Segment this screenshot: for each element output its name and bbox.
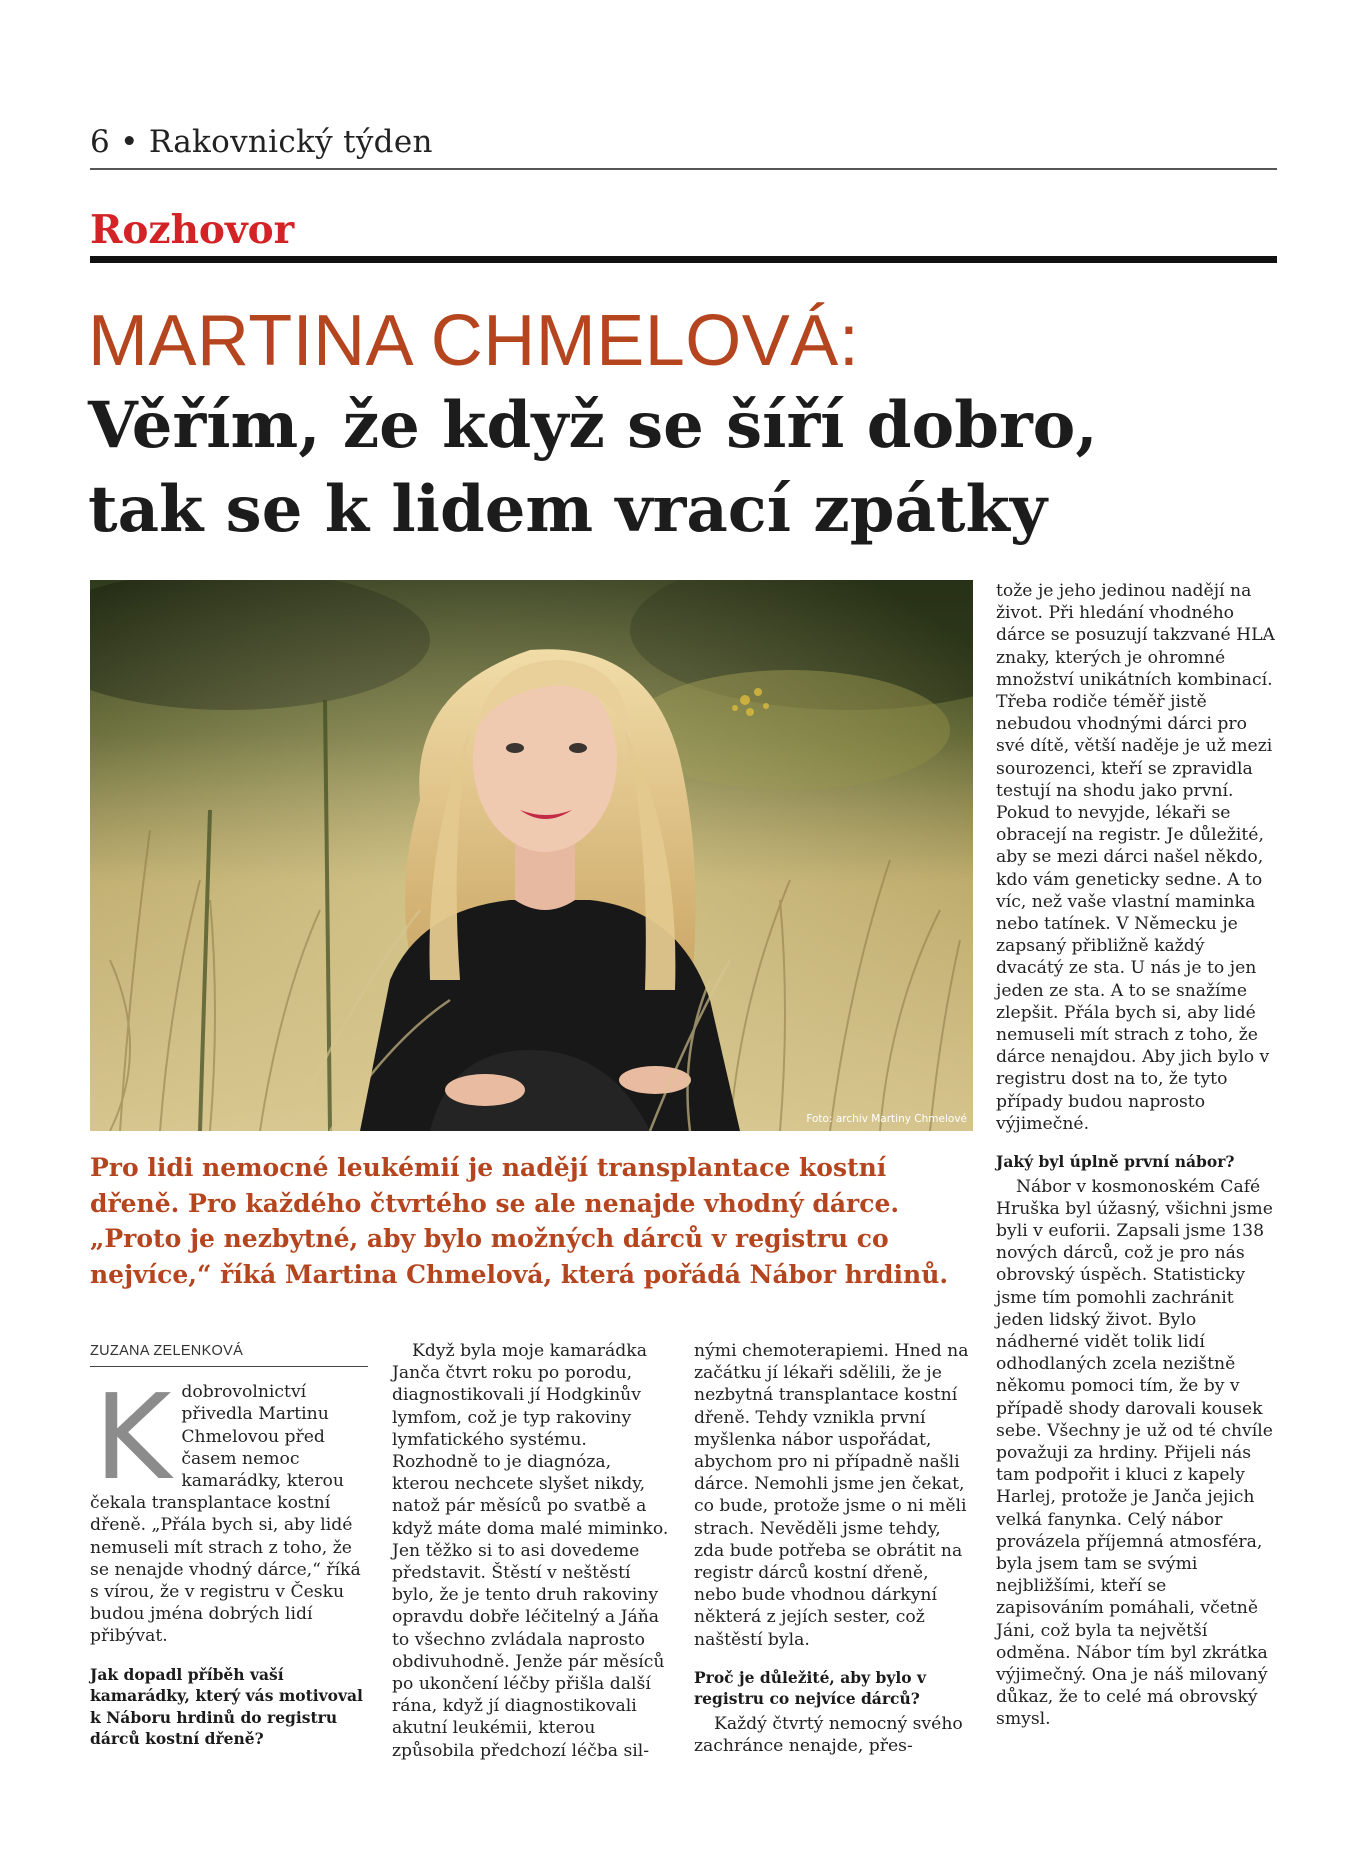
headline-line-2: tak se k lidem vrací zpátky (88, 472, 1047, 547)
headline-kicker: MARTINA CHMELOVÁ: (88, 301, 860, 381)
intro-text: dobrovolnictví přivedla Martinu Chmelovou před časem nemoc kamarádky, kterou čekala transplantace kostní dřeně. „Přála bych si, aby lidé nemuseli mít strach z toho, že se nenajde vhodný dárce,“ říká s vírou, že v registru v Česku budou jména dobrých lidí přibývat. (90, 1382, 361, 1647)
portrait-illustration (90, 580, 973, 1131)
header-rule (90, 168, 1277, 170)
answer-3: Nábor v kosmonoském Café Hruška byl úžasný, všichni jsme byli v euforii. Zapsali jsme 138 nových dárců, což je pro nás obrovský úspěch. Statisticky jsme tím pomohli zachránit jeden lidský život. Bylo nádherné vidět tolik lidí odhodlaných zcela nezištně někomu pomoci tím, že by v případě shody darovali kousek sebe. Všechny je už od té chvíle považuji za hrdiny. Přijeli nás tam podpořit i kluci z kapely Harlej, protože je Janča jejich velká fanynka. Celý nábor provázela příjemná atmosféra, byla jsem tam se svými nejbližšími, kteří se zapisováním pomáhali, včetně Jáni, což byla ta největší odměna. Nábor tím byl zkrátka výjimečný. Ona je náš milovaný důkaz, že to celé má obrovský smysl. (996, 1176, 1273, 1730)
lead-paragraph: Pro lidi nemocné leukémií je nadějí transplantace kostní dřeně. Pro každého čtvrtého se ale nenajde vhodný dárce. „Proto je nezbytné, aby bylo možných dárců v registru co nejvíce,“ říká Martina Chmelová, která pořádá Nábor hrdinů. (90, 1153, 949, 1289)
column-2 (392, 1340, 670, 1762)
column-1 (90, 1340, 368, 1753)
running-head: 6 • Rakovnický týden (90, 124, 433, 160)
answer-2-part-1: Každý čtvrtý nemocný svého zachránce nenajde, přes- (694, 1713, 963, 1757)
section-label: Rozhovor (90, 207, 295, 253)
column-3 (694, 1340, 972, 1757)
intro-paragraph (90, 1368, 368, 1647)
portrait-photo (90, 580, 973, 1131)
answer-2-part-2: tože je jeho jedinou nadějí na život. Při hledání vhodného dárce se posuzují takzvané HLA znaky, kterých je ohromné množství unikátních kombinací. Třeba rodiče téměř jistě nebudou vhodnými dárci pro své dítě, větší naděje je už mezi sourozenci, kteří se zpravidla testují na shodu jako první. Pokud to nevyjde, lékaři se obracejí na registr. Je důležité, aby se mezi dárci našel někdo, kdo vám geneticky sedne. A to víc, než vaše vlastní maminka nebo tatínek. V Německu je zapsaný přibližně každý dvacátý ze sta. U nás je to jen jeden ze sta. A to se snažíme zlepšit. Přála bych si, aby lidé nemuseli mít strach z toho, že dárce nenajdou. Aby jich bylo v registru dost na to, že tyto případy budou naprosto výjimečné. (996, 581, 1275, 1134)
question-2: Proč je důležité, aby bylo v registru co nejvíce dárců? (694, 1667, 926, 1709)
drop-cap: K (94, 1368, 172, 1507)
byline: ZUZANA ZELENKOVÁ (90, 1340, 368, 1367)
answer-1-part-1: Když byla moje kamarádka Janča čtvrt roku po porodu, diagnostikovali jí Hodgkinův lymfom, což je typ rakoviny lymfatického systému. Rozhodně to je diagnóza, kterou nechcete slyšet nikdy, natož pár měsíců po svatbě a když máte doma malé miminko. Jen těžko si to asi dovedeme představit. Štěstí v neštěstí bylo, že je tento druh rakoviny opravdu dobře léčitelný a Jáňa to všechno zvládala naprosto obdivuhodně. Jenže pár měsíců po ukončení léčby přišla další rána, když jí diagnostikovali akutní leukémii, kterou způsobila předchozí léčba sil- (392, 1341, 669, 1761)
section-rule (90, 256, 1277, 263)
photo-credit: Foto: archiv Martiny Chmelové (806, 1113, 967, 1125)
headline (88, 384, 1288, 552)
headline-line-1: Věřím, že když se šíří dobro, (88, 388, 1098, 463)
question-1: Jak dopadl příběh vaší kamarádky, který vás motivoval k Náboru hrdinů do registru dárců kostní dřeně? (90, 1664, 363, 1749)
question-3: Jaký byl úplně první nábor? (996, 1152, 1235, 1172)
answer-1-part-2: nými chemoterapiemi. Hned na začátku jí lékaři sdělili, že je nezbytná transplantace kostní dřeně. Tehdy vznikla první myšlenka nábor uspořádat, abychom pro ni případně našli dárce. Nemohli jsme jen čekat, co bude, protože jsme o ni měli strach. Nevěděli jsme tehdy, zda bude potřeba se obrátit na registr dárců kostní dřeně, nebo bude vhodnou dárkyní některá z jejích sester, což naštěstí byla. (694, 1341, 969, 1650)
column-4 (996, 580, 1277, 1731)
